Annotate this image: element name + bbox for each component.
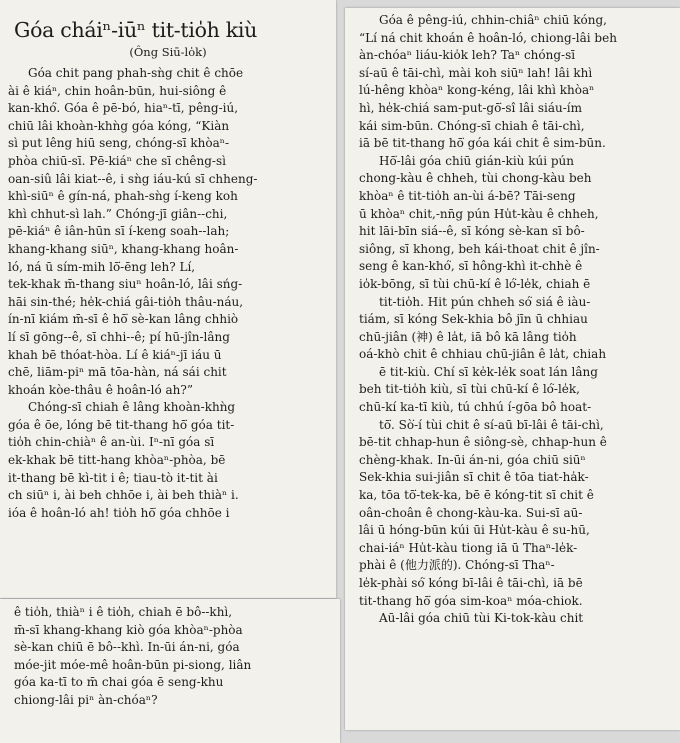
text-line: góa ka-tī to m̄ chai góa ē seng-khu xyxy=(14,675,224,690)
text-line: tō͘. Sò͘-í tùi chit ê sí-aū bī-lâi ê tāi-chì, xyxy=(379,417,604,432)
text-line: chū-kí ka-tī kiù, tú chhú í-gōa bô hoat- xyxy=(359,400,592,415)
text-line: ióa ê hoân-ló ah! tio̍h hō͘ góa chhōe i xyxy=(8,505,230,520)
text-line: hāi sin-thé; he̍k-chiá gâi-tio̍h thâu-náu, xyxy=(8,294,244,309)
text-line: tiám, sī kóng Sek-khia bô jīn ū chhiau xyxy=(359,312,588,327)
left-column-top-clipping xyxy=(0,0,336,598)
text-line: chē, liām-piⁿ mā tōa-hàn, ná sái chit xyxy=(8,365,227,380)
text-line: ló, ná ū sím-mih lō͘-ēng leh? Lí, xyxy=(8,259,196,274)
text-line: chai-iáⁿ Hu̍t-kàu tiong iā ū Thaⁿ-le̍k- xyxy=(359,540,578,555)
text-line: chū-jiân (神) ê la̍t, iā bô kā lâng tio̍h xyxy=(359,329,577,344)
text-line: góa ê ōe, lóng bē tit-thang hō͘ góa tit- xyxy=(8,417,235,432)
text-line: khang-khang siūⁿ, khang-khang hoân- xyxy=(8,241,239,256)
text-line: ch siūⁿ i, ài beh chhōe i, ài beh thiàⁿ i. xyxy=(8,488,239,503)
text-line: khì chhut-sì lah.” Chóng-jī giân--chi, xyxy=(8,206,228,221)
text-line: Góa chit pang phah-sǹg chit ê chōe xyxy=(28,66,244,80)
text-line: siông, sī khong, beh kái-thoat chit ê jîn- xyxy=(359,241,600,256)
text-line: Sek-khia sui-jiân sī chit ê tōa tiat-ha̍k- xyxy=(359,470,589,485)
text-line: Aū-lâi góa chiū tùi Ki-tok-kàu chit xyxy=(379,611,584,626)
text-line: bē-tit chhap-hun ê siông-sè, chhap-hun ê xyxy=(359,435,607,450)
text-line: it-thang bē kì-tit i ê; tiau-tò it-tit ài xyxy=(8,470,218,485)
text-line: àn-chóaⁿ liáu-kio̍k leh? Taⁿ chóng-sī xyxy=(359,48,576,63)
text-line: tek-khak m̄-thang siuⁿ hoân-ló, lâi sńg- xyxy=(8,277,243,292)
text-line: kan-khó͘. Góa ê pē-bó, hiaⁿ-tī, pêng-iú, xyxy=(8,101,239,116)
text-line: pē-kiáⁿ ê iân-hūn sī í-keng soah--lah; xyxy=(8,224,230,239)
text-line: ín-nī kiám m̄-sī ê hō͘ sè-kan lâng chhiò xyxy=(8,312,239,327)
text-line: Hō͘-lâi góa chiū gián-kiù kúi pún xyxy=(379,153,574,168)
text-line: oan-siû lâi kiat--ê, i sǹg iáu-kú sī chheng- xyxy=(8,171,258,186)
text-line: lú-hêng khòaⁿ kong-kéng, lâi khì khòaⁿ xyxy=(359,83,595,98)
article-title: Góa cháiⁿ-iūⁿ tit-tio̍h kiù xyxy=(14,18,258,42)
text-line: hì, he̍k-chiá sam-put-gō͘-sî lâi siáu-ím xyxy=(359,100,582,115)
text-line: lí sī gōng--ê, sī chhi--ê; pí hū-jîn-lâng xyxy=(8,329,230,344)
text-line: seng ê kan-khó͘, sī hông-khì it-chhè ê xyxy=(359,259,583,274)
text-line: Chóng-sī chiah ê lâng khoàn-khǹg xyxy=(28,400,236,415)
text-line: khah bē thóat-hòa. Lí ê kiáⁿ-jī iáu ū xyxy=(8,347,222,362)
text-line: sí-aū ê tāi-chì, mài koh siūⁿ lah! lâi khì xyxy=(359,65,593,80)
text-line: ē tit-kiù. Chí sī ke̍k-le̍k soat lán lâng xyxy=(379,364,598,379)
text-line: chong-kàu ê chheh, tùi chong-kàu beh xyxy=(359,171,592,186)
text-line: oân-choân ê chong-kàu-ka. Sui-sī aū- xyxy=(359,505,583,520)
text-line: ka, tōa tō͘-tek-ka, bē ē kóng-tit sī chit ê xyxy=(359,488,594,503)
text-line: khòaⁿ ê tit-tio̍h an-ùi á-bē? Tāi-seng xyxy=(359,188,576,203)
text-line: le̍k-phài só͘ kóng bī-lâi ê tāi-chì, iā bē xyxy=(359,576,583,590)
text-line: hit lāi-bīn siá--ê, sī kóng sè-kan sī bô- xyxy=(359,224,585,239)
text-line: io̍k-bōng, sī tùi chū-kí ê ló͘-le̍k, chiah ē xyxy=(359,276,591,291)
text-line: Góa ê pêng-iú, chhin-chiâⁿ chiū kóng, xyxy=(379,13,607,27)
text-line: tio̍h chin-chiàⁿ ê an-ùi. Iⁿ-nī góa sī xyxy=(8,435,215,450)
text-line: ê tio̍h, thiàⁿ i ê tio̍h, chiah ē bô--khì, xyxy=(14,605,233,619)
left-column-bottom-clipping xyxy=(0,599,340,743)
text-line: ài ê kiáⁿ, chin hoân-būn, hui-siông ê xyxy=(8,83,227,98)
left-column-bottom-text xyxy=(0,599,340,710)
text-line: ek-khak bē titt-hang khòaⁿ-phòa, bē xyxy=(8,453,226,468)
text-line: oá-khò chit ê chhiau chū-jiân ê la̍t, chiah xyxy=(359,347,607,362)
text-line: tit-tio̍h. Hit pún chheh só͘ siá ê iàu- xyxy=(379,294,591,309)
text-line: sè-kan chiū ē bô--khì. In-ūi án-ni, góa xyxy=(14,640,240,655)
text-line: m̄-sī khang-khang kiò góa khòaⁿ-phòa xyxy=(14,622,243,637)
text-line: tit-thang hō͘ góa sim-koaⁿ móa-chiok. xyxy=(359,593,583,608)
text-line: beh tit-tio̍h kiù, sī tùi chū-kí ê ló͘-le̍k, xyxy=(359,382,580,397)
right-column-clipping xyxy=(345,8,680,730)
text-line: “Lí ná chit khoán ê hoân-ló, chiong-lâi beh xyxy=(359,30,617,45)
text-line: móe-jit móe-mê hoân-būn pi-siong, liân xyxy=(14,657,252,672)
text-line: phòa chiū-sī. Pē-kiáⁿ che sī chêng-sì xyxy=(8,153,226,168)
text-line: chèng-khak. In-ūi án-ni, góa chiū siūⁿ xyxy=(359,452,586,467)
text-line: khì-siūⁿ ê gín-ná, phah-sǹg í-keng koh xyxy=(8,189,238,204)
text-line: chiong-lâi piⁿ àn-chóaⁿ? xyxy=(14,692,158,707)
article-byline: (Ông Siū-lo̍k) xyxy=(129,45,207,59)
text-line: ū khòaⁿ chit,-nn̄g pún Hu̍t-kàu ê chheh, xyxy=(359,206,599,221)
right-column-text xyxy=(345,8,680,628)
text-line: lâi ū hóng-būn kúi ūi Hu̍t-kàu ê su-hū, xyxy=(359,523,590,538)
text-line: phài ê (他力派的). Chóng-sī Thaⁿ- xyxy=(359,558,555,573)
text-line: khoán kòe-thâu ê hoân-ló ah?” xyxy=(8,382,193,397)
text-line: sì put lêng hiū seng, chóng-sī khòaⁿ- xyxy=(8,136,230,151)
text-line: iā bē tit-thang hō͘ góa kái chit ê sim-būn. xyxy=(359,136,606,151)
text-line: chiū lâi khoàn-khǹg góa kóng, “Kiàn xyxy=(8,118,230,133)
left-column-top-text xyxy=(0,65,336,522)
text-line: kái sim-būn. Chóng-sī chiah ê tāi-chì, xyxy=(359,118,585,133)
